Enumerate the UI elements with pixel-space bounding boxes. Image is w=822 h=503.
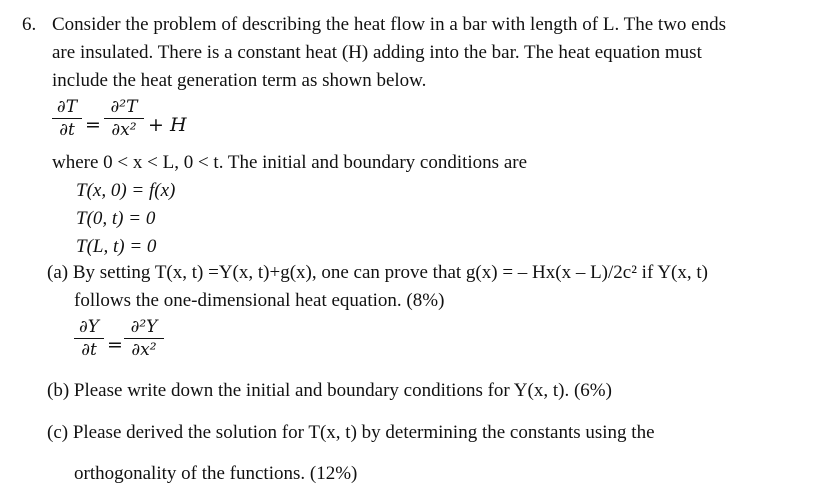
eq2-lhs-fraction	[74, 318, 104, 359]
eq1-equals: =	[85, 114, 101, 136]
eq2-equals: =	[107, 334, 123, 356]
intro-line-3: include the heat generation term as shown below.	[52, 70, 427, 91]
part-a-line-2: follows the one-dimensional heat equation. (8%)	[74, 290, 445, 311]
eq2-rhs-denominator: ∂x²	[131, 340, 157, 360]
eq2-rhs-fraction	[124, 318, 164, 359]
intro-line-1: Consider the problem of describing the heat flow in a bar with length of L. The two ends	[52, 14, 726, 35]
part-c-line-1: (c) Please derived the solution for T(x, t) by determining the constants using the	[47, 422, 655, 443]
eq1-lhs-denominator: ∂t	[59, 120, 75, 140]
part-c-line-2: orthogonality of the functions. (12%)	[74, 463, 358, 484]
intro-line-2: are insulated. There is a constant heat (H) adding into the bar. The heat equation must	[52, 42, 702, 63]
problem-number: 6.	[22, 14, 37, 35]
eq1-lhs-fraction	[52, 98, 82, 139]
part-b: (b) Please write down the initial and boundary conditions for Y(x, t). (6%)	[47, 380, 612, 401]
eq1-rhs-numerator: ∂²T	[110, 97, 138, 117]
eq2-rhs-fraction-bar	[124, 338, 164, 339]
eq1-rhs-fraction	[104, 98, 144, 139]
eq2-lhs-denominator: ∂t	[81, 340, 97, 360]
eq1-lhs-numerator: ∂T	[56, 97, 78, 117]
eq1-source-term: + H	[148, 114, 187, 136]
domain-line: where 0 < x < L, 0 < t. The initial and boundary conditions are	[52, 152, 528, 173]
eq1-lhs-fraction-bar	[52, 118, 82, 119]
initial-condition: T(x, 0) = f(x)	[76, 180, 176, 201]
left-boundary-condition: T(0, t) = 0	[76, 208, 156, 229]
eq2-lhs-numerator: ∂Y	[78, 317, 99, 337]
eq2-lhs-fraction-bar	[74, 338, 104, 339]
eq2-rhs-numerator: ∂²Y	[130, 317, 158, 337]
part-a-line-1: (a) By setting T(x, t) =Y(x, t)+g(x), one can prove that g(x) = – Hx(x – L)/2c² if Y(x, t)	[47, 262, 708, 283]
eq1-rhs-fraction-bar	[104, 118, 144, 119]
right-boundary-condition: T(L, t) = 0	[76, 236, 157, 257]
eq1-rhs-denominator: ∂x²	[111, 120, 137, 140]
